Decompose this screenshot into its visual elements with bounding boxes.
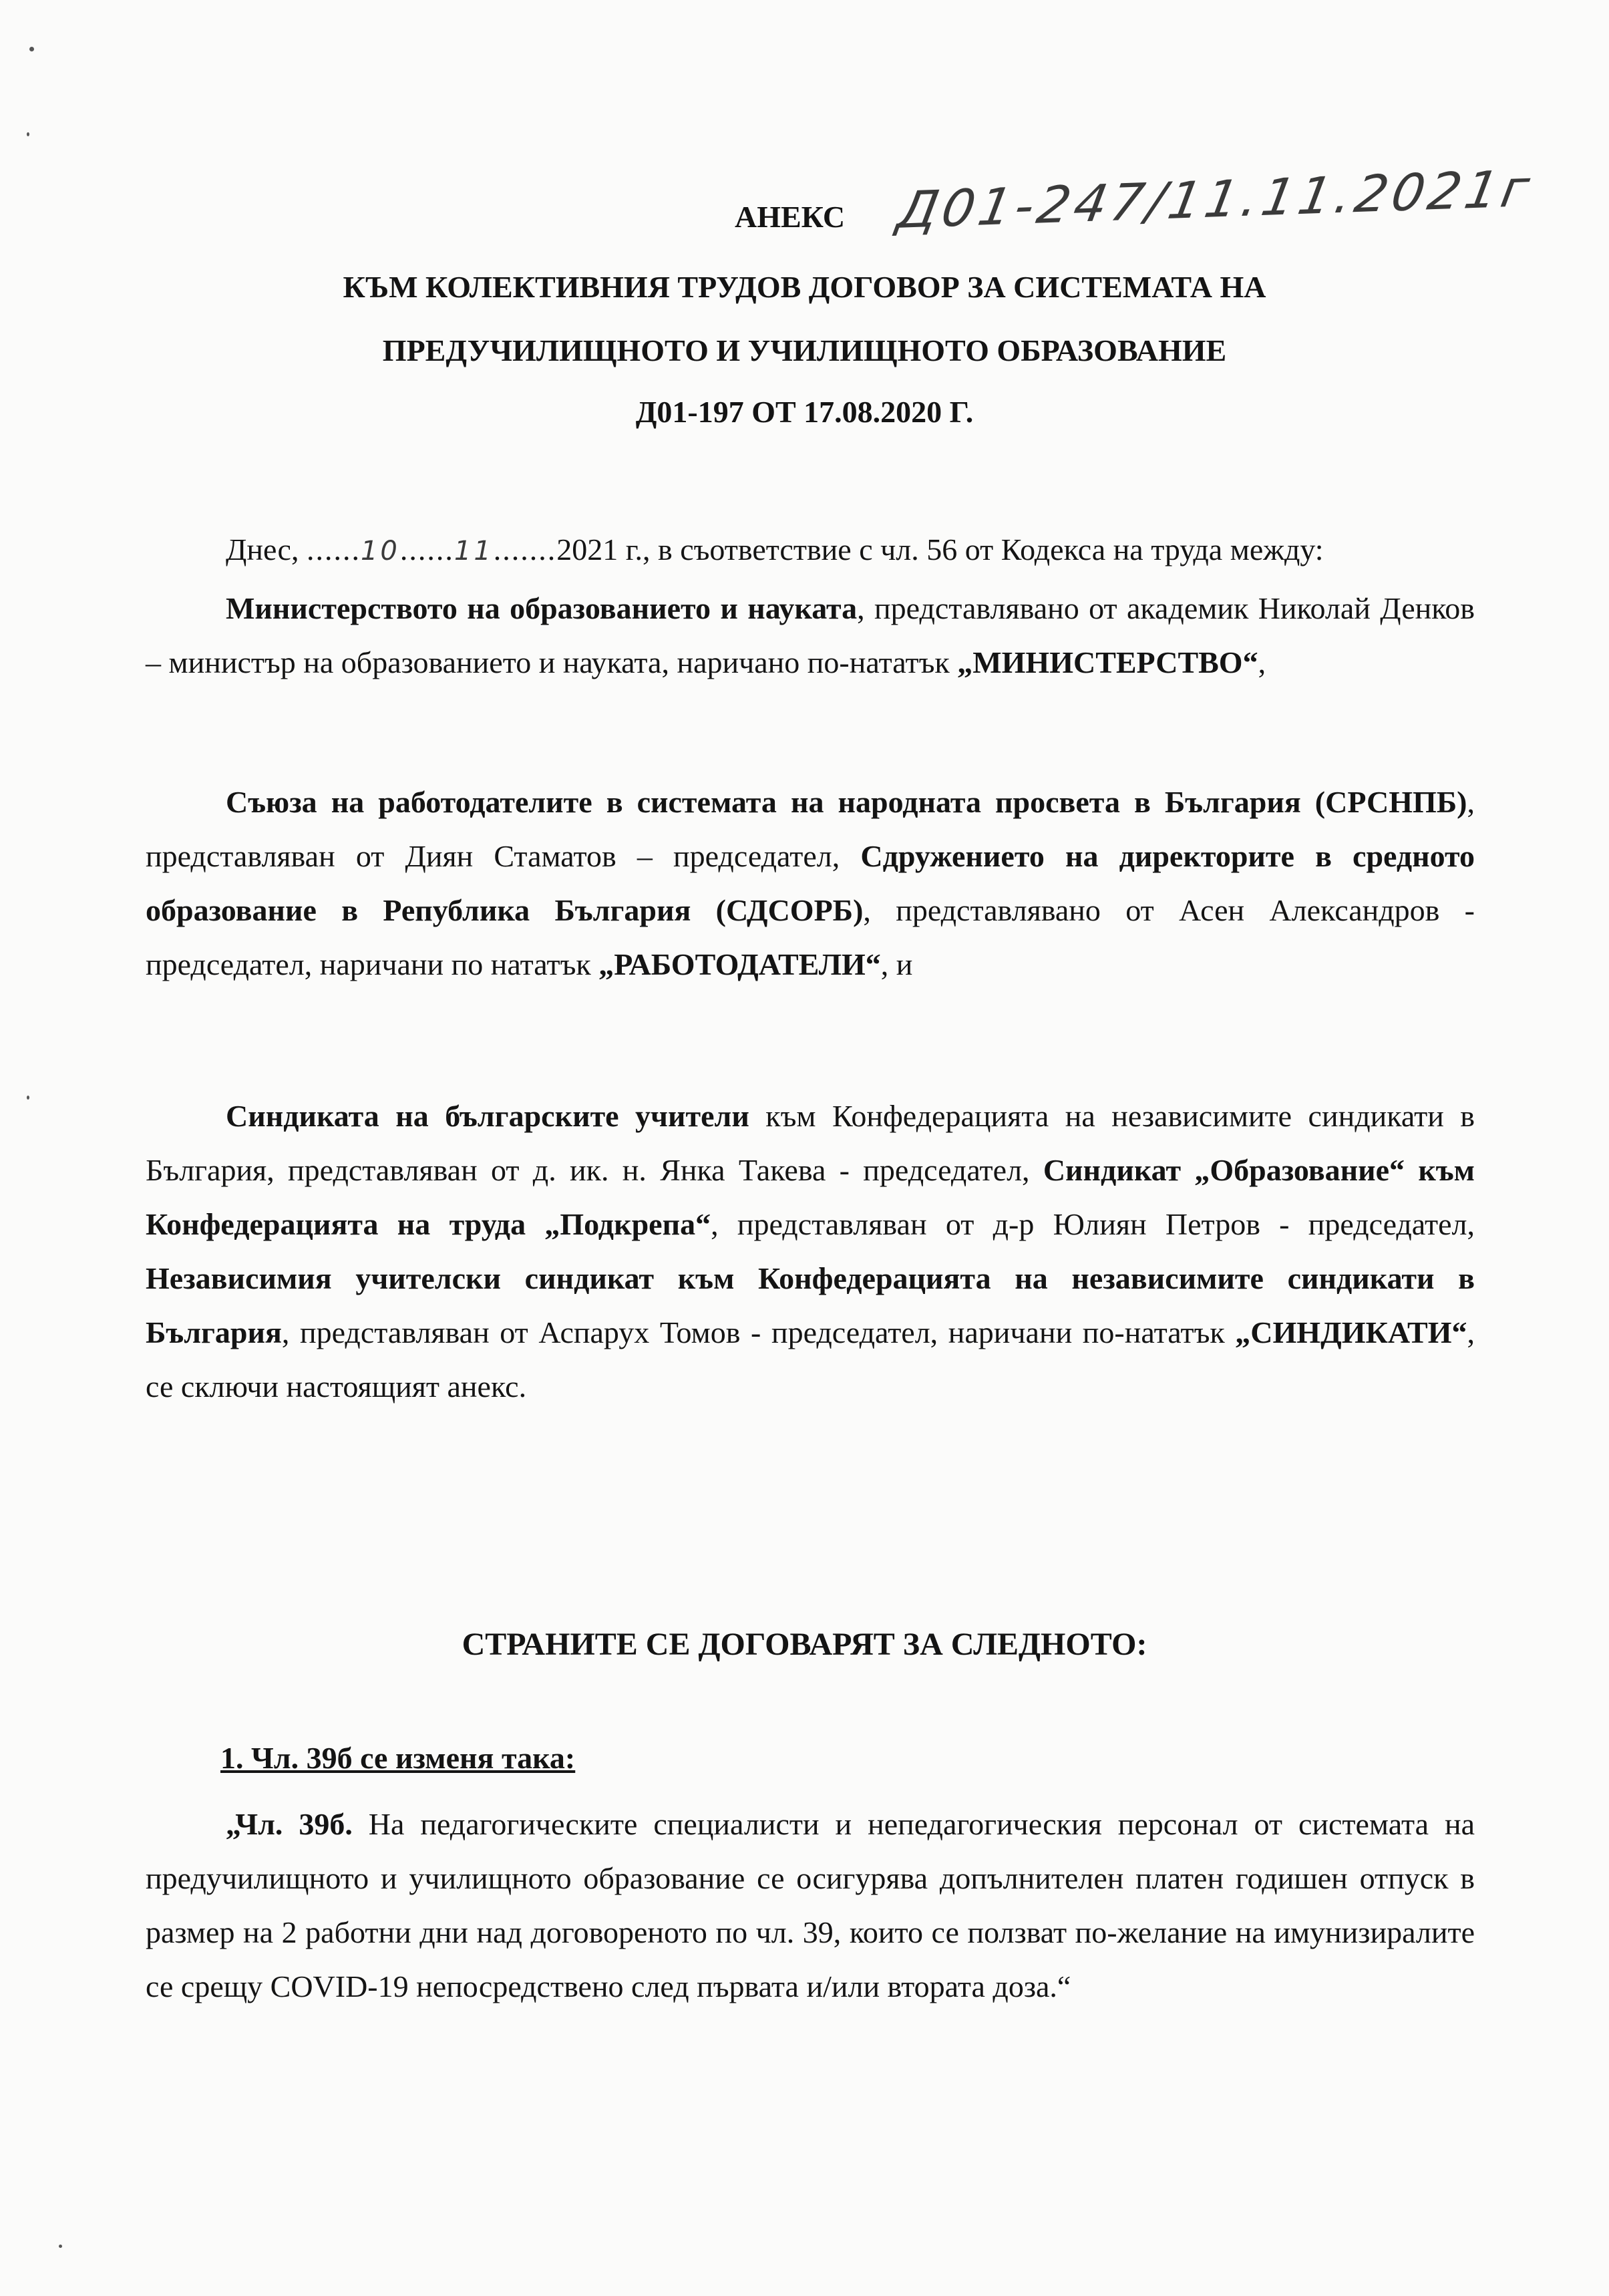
employers-name-1: Съюза на работодателите в системата на народната просвета в България (СРСНПБ) — [226, 785, 1467, 819]
scan-speck — [27, 132, 29, 136]
section-title: СТРАНИТЕ СЕ ДОГОВАРЯТ ЗА СЛЕДНОТО: — [462, 1627, 1147, 1662]
employers-alias: „РАБОТОДАТЕЛИ“ — [598, 947, 881, 981]
article-text: На педагогическите специалисти и непедагогическия персонал от системата на предучилищното и училищното образование се осигурява допълнителен платен годишен отпуск в размер на 2 работни дни над договореното по чл. 39, които се ползват по-желание на имунизиралите се срещу COVID-19 непосредствено след първата и/или втората доза.“ — [146, 1807, 1475, 2003]
ministry-name: Министерството на образованието и науката — [226, 591, 858, 625]
title-line-1: КЪМ КОЛЕКТИВНИЯ ТРУДОВ ДОГОВОР ЗА СИСТЕМАТА НА — [343, 270, 1266, 304]
unions-text-3: , представляван от Аспарух Томов - председател, наричани по-нататък — [281, 1315, 1236, 1349]
item-1-article-paragraph — [146, 1797, 1475, 2013]
intro-dots: ....... — [493, 532, 557, 566]
intro-line — [146, 522, 1475, 579]
title-line-3: Д01-197 ОТ 17.08.2020 Г. — [635, 395, 974, 429]
employers-text-2: , представлявано от Асен Александров - председател, наричани по нататък — [146, 893, 1475, 981]
employers-name-2: Сдружението на директорите в средното образование в Република България (СДСОРБ) — [146, 839, 1475, 927]
employers-end: , и — [880, 947, 913, 981]
annex-handwritten-number: Д01-247/11.11.2021г — [893, 158, 1538, 240]
unions-end: , се сключи настоящият анекс. — [146, 1315, 1475, 1404]
title-line-2: ПРЕДУЧИЛИЩНОТО И УЧИЛИЩНОТО ОБРАЗОВАНИЕ — [382, 333, 1227, 367]
ministry-alias: „МИНИСТЕРСТВО“ — [957, 645, 1258, 679]
intro-suffix: 2021 г., в съответствие с чл. 56 от Кодекса на труда между: — [556, 532, 1324, 566]
party-unions-paragraph — [146, 1089, 1475, 1414]
ministry-text: , представлявано от академик Николай Денков – министър на образованието и науката, наричано по-нататък — [146, 591, 1475, 679]
scan-speck — [29, 47, 34, 51]
article-label: „Чл. 39б. — [226, 1807, 353, 1841]
unions-name-3: Независимия учителски синдикат към Конфедерацията на независимите синдикати в България — [146, 1261, 1475, 1349]
intro-prefix: Днес, — [226, 532, 307, 566]
intro-month-handwritten: 11 — [454, 536, 494, 566]
employers-text-1: , представляван от Диян Стаматов – председател, — [146, 785, 1475, 873]
unions-text-2: , представляван от д-р Юлиян Петров - председател, — [711, 1207, 1475, 1241]
annex-label: АНЕКС — [735, 200, 846, 234]
scan-speck — [59, 2245, 62, 2248]
intro-day-handwritten: 10 — [360, 536, 400, 566]
intro-dots: ...... — [399, 532, 454, 566]
party-employers-paragraph — [146, 775, 1475, 991]
unions-name-2: Синдикат „Образование“ към Конфедерацията на труда „Подкрепа“ — [146, 1153, 1475, 1241]
unions-text-1: към Конфедерацията на независимите синдикати в България, представляван от д. ик. н. Янка Такева - председател, — [146, 1099, 1475, 1187]
unions-name-1: Синдиката на българските учители — [226, 1099, 749, 1133]
intro-dots: ...... — [306, 532, 361, 566]
scan-speck — [27, 1096, 29, 1100]
unions-alias: „СИНДИКАТИ“ — [1235, 1315, 1467, 1349]
item-1-heading: 1. Чл. 39б се изменя така: — [220, 1741, 576, 1775]
party-ministry-paragraph — [146, 581, 1475, 689]
ministry-end: , — [1258, 645, 1266, 679]
